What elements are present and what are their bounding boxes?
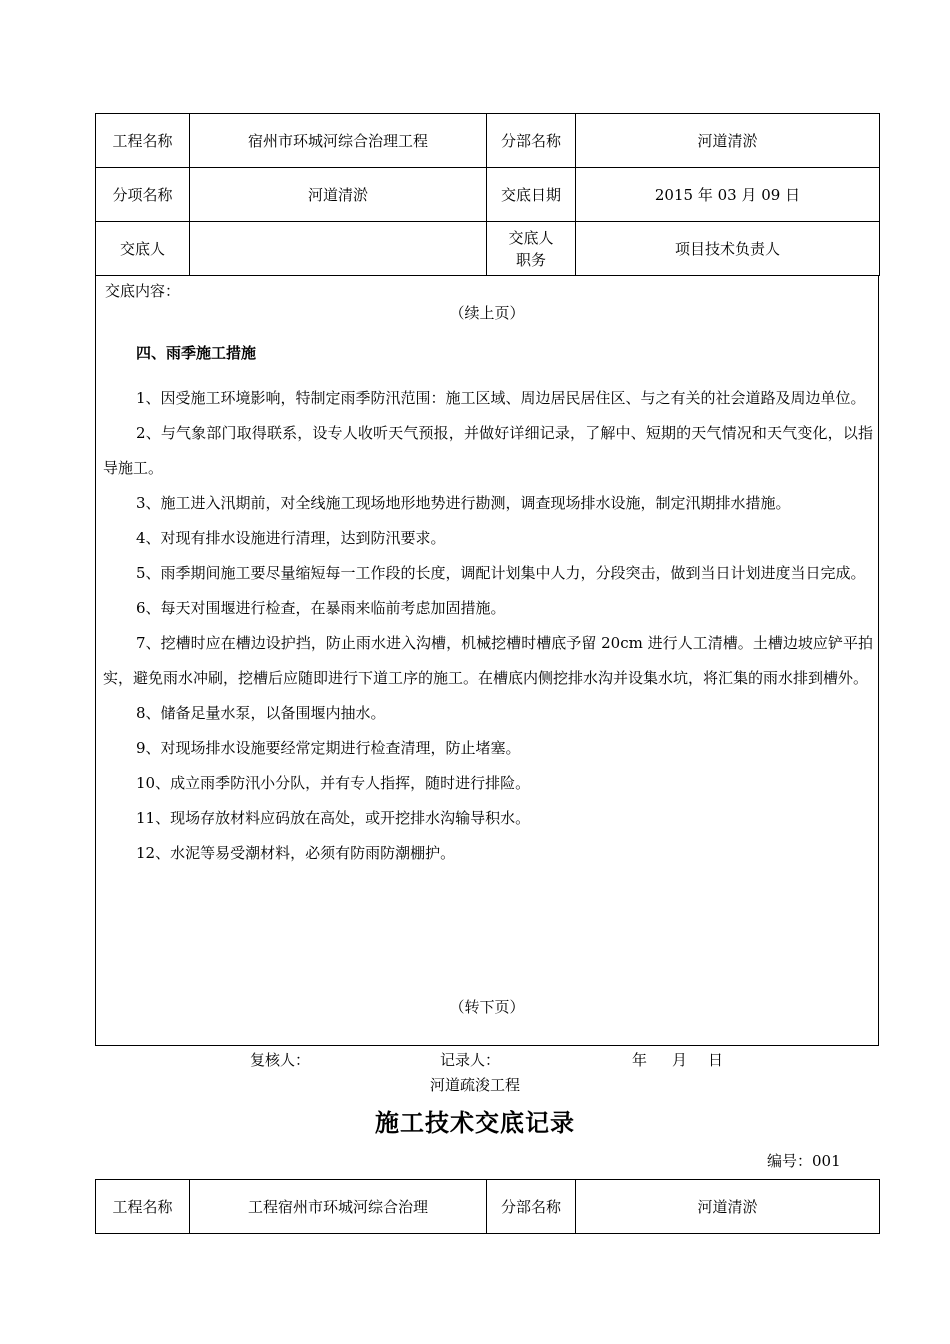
next-project-name-label: 工程名称 xyxy=(96,1180,190,1234)
project-name-label: 工程名称 xyxy=(96,114,190,168)
list-item: 9、对现场排水设施要经常定期进行检查清理，防止堵塞。 xyxy=(136,739,521,757)
division-name-label: 分部名称 xyxy=(487,114,576,168)
header-row-project xyxy=(96,114,880,168)
subitem-name-label: 分项名称 xyxy=(96,168,190,222)
date-month-label: 月 xyxy=(672,1051,688,1069)
next-division-name-value: 河道清淤 xyxy=(576,1180,880,1234)
list-item: 4、对现有排水设施进行清理，达到防汛要求。 xyxy=(136,529,446,547)
recorder-label: 记录人： xyxy=(440,1051,501,1069)
briefing-date-label: 交底日期 xyxy=(487,168,576,222)
project-name-value: 宿州市环城河综合治理工程 xyxy=(190,114,487,168)
date-year-label: 年 xyxy=(632,1051,648,1069)
list-item: 1、因受施工环境影响，特制定雨季防汛范围：施工区域、周边居民居住区、与之有关的社会道路及周边单位。 xyxy=(136,389,866,407)
list-item: 6、每天对围堰进行检查，在暴雨来临前考虑加固措施。 xyxy=(136,599,506,617)
next-division-name-label: 分部名称 xyxy=(487,1180,576,1234)
page-title: 施工技术交底记录 xyxy=(375,1108,575,1137)
briefer-position-value: 项目技术负责人 xyxy=(576,222,880,276)
content-label: 交底内容： xyxy=(105,282,181,300)
briefer-value xyxy=(190,222,487,276)
briefing-date-value: 2015 年 03 月 09 日 xyxy=(576,168,880,222)
header-table xyxy=(95,113,880,276)
list-item: 7、挖槽时应在槽边设护挡，防止雨水进入沟槽，机械挖槽时槽底予留 20cm 进行人工清槽。土槽边坡应铲平拍实，避免雨水冲刷，挖槽后应随即进行下道工序的施工。在槽底内侧挖排水沟并设集水坑，将汇集的雨水排到槽外。 xyxy=(103,634,873,687)
list-item: 12、水泥等易受潮材料，必须有防雨防潮棚护。 xyxy=(136,844,456,862)
subitem-name-value: 河道清淤 xyxy=(190,168,487,222)
briefing-content xyxy=(95,276,879,1046)
serial-number: 编号：001 xyxy=(767,1152,841,1170)
date-day-label: 日 xyxy=(708,1051,724,1069)
list-item: 3、施工进入汛期前，对全线施工现场地形地势进行勘测，调查现场排水设施，制定汛期排水措施。 xyxy=(136,494,791,512)
measure-list xyxy=(103,381,873,871)
header-row-briefer xyxy=(96,222,880,276)
header-row-subitem xyxy=(96,168,880,222)
list-item: 2、与气象部门取得联系，设专人收听天气预报，并做好详细记录，了解中、短期的天气情况和天气变化，以指导施工。 xyxy=(103,424,873,477)
project-subtitle: 河道疏浚工程 xyxy=(429,1076,520,1094)
briefer-position-label-line1: 交底人 xyxy=(508,228,554,247)
continued-to-note: （转下页） xyxy=(449,998,525,1016)
next-header-table xyxy=(95,1179,880,1234)
continued-from-note: （续上页） xyxy=(449,304,525,322)
division-name-value: 河道清淤 xyxy=(576,114,880,168)
reviewer-label: 复核人： xyxy=(250,1051,311,1069)
list-item: 11、现场存放材料应码放在高处，或开挖排水沟输导积水。 xyxy=(136,809,531,827)
briefer-position-label xyxy=(487,222,576,276)
briefer-label: 交底人 xyxy=(96,222,190,276)
list-item: 10、成立雨季防汛小分队，并有专人指挥，随时进行排险。 xyxy=(136,774,531,792)
next-project-name-value: 工程宿州市环城河综合治理 xyxy=(190,1180,487,1234)
next-header-row-project xyxy=(96,1180,880,1234)
briefer-position-label-line2: 职务 xyxy=(515,250,546,269)
list-item: 8、储备足量水泵，以备围堰内抽水。 xyxy=(136,704,386,722)
list-item: 5、雨季期间施工要尽量缩短每一工作段的长度，调配计划集中人力，分段突击，做到当日计划进度当日完成。 xyxy=(136,564,866,582)
section-title: 四、雨季施工措施 xyxy=(136,344,257,362)
